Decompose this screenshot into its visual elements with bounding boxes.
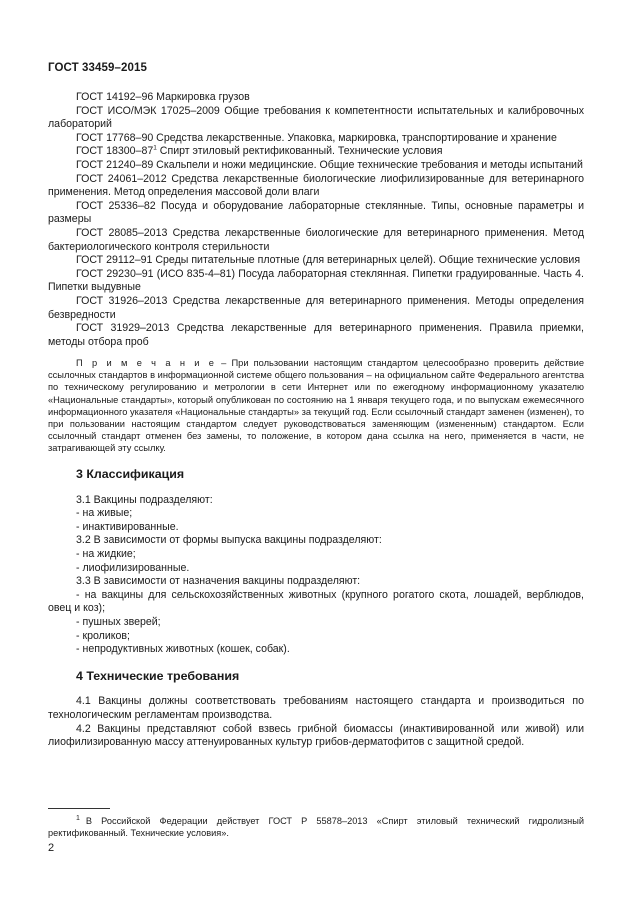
footnote bbox=[48, 813, 584, 839]
list-item: 3.3 В зависимости от назначения вакцины подразделяют: bbox=[76, 575, 361, 588]
list-item: - на жидкие; bbox=[76, 548, 136, 560]
list-item: - инактивированные. bbox=[76, 520, 179, 533]
ref-item: ГОСТ ИСО/МЭК 17025–2009 Общие требования к компетентности испытательных и калибровочных лабораторий bbox=[48, 104, 584, 131]
page-header-code: ГОСТ 33459–2015 bbox=[48, 62, 148, 74]
ref-item: ГОСТ 14192–96 Маркировка грузов bbox=[76, 91, 250, 103]
ref-item bbox=[48, 145, 584, 159]
list-item: - пушных зверей; bbox=[76, 615, 161, 628]
ref-item: ГОСТ 29112–91 Среды питательные плотные (для ветеринарных целей). Общие технические условия bbox=[76, 254, 581, 267]
ref-code: ГОСТ 18300–87 bbox=[76, 145, 154, 158]
ref-item: ГОСТ 31929–2013 Средства лекарственные для ветеринарного применения. Правила приемки, методы отбора проб bbox=[48, 322, 584, 348]
section-4-title: 4 Технические требования bbox=[76, 668, 240, 683]
ref-item: ГОСТ 25336–82 Посуда и оборудование лабораторные стеклянные. Типы, основные параметры и размеры bbox=[48, 199, 584, 226]
list-item: 3.1 Вакцины подразделяют: bbox=[76, 493, 213, 506]
list-item: - кроликов; bbox=[76, 629, 130, 642]
paragraph-4-1: 4.1 Вакцины должны соответствовать требованиям настоящего стандарта и производиться по технологическим регламентам производства. bbox=[48, 695, 584, 721]
ref-title: Спирт этиловый ректификованный. Технические условия bbox=[156, 145, 443, 158]
footnote-divider bbox=[48, 808, 110, 809]
note-text: – При пользовании настоящим стандартом целесообразно проверить действие ссылочных стандартов в информационной системе общего пользования – на официальном сайте Федерального агентства по техническому регулированию и метрологии в сети Интернет или по ежегодному информационному указателю «Национальные стандарты», который опубликован по состоянию на 1 января текущего года, и по выпускам ежемесячного информационного указателя «Национальные стандарты» за текущий год. Если ссылочный стандарт заменен (изменен), то при пользовании настоящим стандартом следует руководствоваться заменяющим (измененным) стандартом. Если ссылочный стандарт отменен без замены, то положение, в котором дана ссылка на него, применяется в части, не затрагивающей эту ссылку. bbox=[48, 358, 584, 453]
ref-item: ГОСТ 29230–91 (ИСО 835-4–81) Посуда лабораторная стеклянная. Пипетки градуированные. Часть 4. Пипетки выдувные bbox=[48, 267, 584, 294]
list-item: - на вакцины для сельскохозяйственных животных (крупного рогатого скота, лошадей, верблюдов, овец и коз); bbox=[48, 588, 584, 615]
section-3-title: 3 Классификация bbox=[76, 467, 185, 482]
ref-item: ГОСТ 28085–2013 Средства лекарственные биологические для ветеринарного применения. Метод бактериологического контроля стерильности bbox=[48, 226, 584, 253]
paragraph-4-2: 4.2 Вакцины представляют собой взвесь грибной биомассы (инактивированной или живой) или лиофилизированную массу аттенуированных культур грибов-дерматофитов с защитной средой. bbox=[48, 722, 584, 749]
ref-item: ГОСТ 24061–2012 Средства лекарственные биологические лиофилизированные для ветеринарного применения. Метод определения массовой доли влаги bbox=[48, 172, 584, 199]
page-number: 2 bbox=[48, 842, 55, 854]
note-paragraph bbox=[48, 357, 584, 454]
note-label: П р и м е ч а н и е bbox=[76, 358, 217, 369]
footnote-text: В Российской Федерации действует ГОСТ Р 55878–2013 «Спирт этиловый технический гидролизный ректификованный. Технические условия». bbox=[48, 816, 584, 839]
ref-item: ГОСТ 17768–90 Средства лекарственные. Упаковка, маркировка, транспортирование и хранение bbox=[76, 131, 557, 144]
ref-item: ГОСТ 21240–89 Скальпели и ножи медицинские. Общие технические требования и методы испытаний bbox=[76, 158, 583, 171]
footnote-marker: 1 bbox=[153, 144, 157, 152]
ref-item: ГОСТ 31926–2013 Средства лекарственные для ветеринарного применения. Методы определения безвредности bbox=[48, 294, 584, 321]
footnote-number: 1 bbox=[76, 815, 80, 822]
list-item: - на живые; bbox=[76, 507, 133, 520]
document-body bbox=[48, 91, 584, 750]
list-item: 3.2 В зависимости от формы выпуска вакцины подразделяют: bbox=[76, 534, 382, 547]
list-item: - лиофилизированные. bbox=[76, 561, 190, 574]
list-item: - непродуктивных животных (кошек, собак). bbox=[76, 643, 290, 656]
